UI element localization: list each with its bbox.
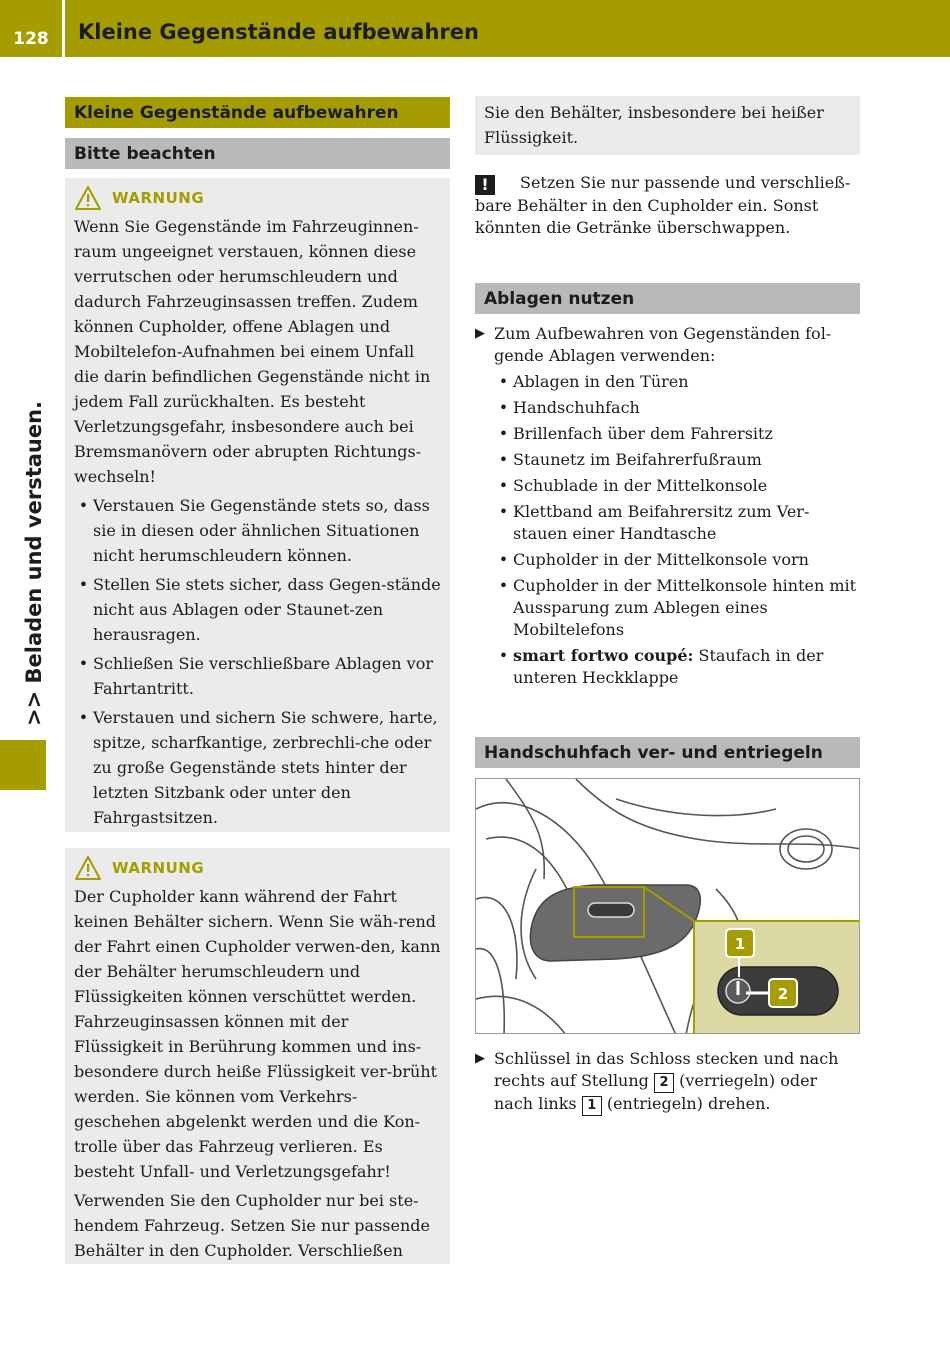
handschuhfach-title: Handschuhfach ver- und entriegeln (475, 737, 860, 768)
header-divider (62, 0, 65, 57)
warning-text-continued: Verwenden Sie den Cupholder nur bei ste-hendem Fahrzeug. Setzen Sie nur passende Behälter in den Cupholder. Verschließen (74, 1191, 430, 1260)
warning-triangle-icon (74, 855, 102, 881)
continued-text: Sie den Behälter, insbesondere bei heißer Flüssigkeit. (475, 96, 860, 155)
subsection-title: Bitte beachten (65, 138, 450, 169)
list-item: • Klettband am Beifahrersitz zum Ver-stauen einer Handtasche (498, 502, 810, 543)
warning-box-2 (65, 848, 450, 1264)
section-title: Kleine Gegenstände aufbewahren (65, 97, 450, 128)
callout-2 (769, 979, 797, 1007)
list-item: • Cupholder in der Mittelkonsole hinten mit Aussparung zum Ablegen eines Mobiltelefons (498, 576, 857, 639)
list-item: • Cupholder in der Mittelkonsole vorn (498, 550, 809, 569)
list-item: • Stellen Sie stets sicher, dass Gegen-stände nicht aus Ablagen oder Staunet-zen herausragen. (78, 575, 441, 644)
warning-heading (74, 184, 441, 212)
step-arrow-icon: ▶ (475, 1051, 485, 1066)
callout-1 (726, 929, 754, 957)
warning-triangle-icon (74, 185, 102, 211)
warning-label: WARNUNG (112, 189, 205, 207)
glovebox-drawing (476, 779, 860, 1034)
position-key-1: 1 (582, 1096, 602, 1116)
warning-text: Der Cupholder kann während der Fahrt keinen Behälter sichern. Wenn Sie wäh-rend der Fahrt einen Cupholder verwen-den, kann der Behälter herumschleudern und Flüssigkeiten können verschüttet werden. Fahrzeuginsassen können mit der Flüssigkeit in Berührung kommen und ins-besondere durch heiße Flüssigkeit ver-brüht werden. Sie können vom Verkehrs-geschehen abgelenkt werden und die Kon-trolle über das Fahrzeug verlieren. Es besteht Unfall- und Verletzungsgefahr! (74, 887, 441, 1181)
list-item: • Schließen Sie verschließbare Ablagen vor Fahrtantritt. (78, 654, 433, 698)
notice-text: Setzen Sie nur passende und verschließ-bare Behälter in den Cupholder ein. Sonst könnten die Getränke überschwappen. (475, 173, 851, 237)
exclamation-icon: ! (475, 175, 495, 195)
instruction-step: ▶ Zum Aufbewahren von Gegenständen fol-gende Ablagen verwenden: (475, 324, 832, 365)
warning-label: WARNUNG (112, 859, 205, 877)
list-item: • smart fortwo coupé: Staufach in der unteren Heckklappe (498, 646, 824, 687)
glovebox-instruction (475, 1048, 860, 1116)
warning-text: Wenn Sie Gegenstände im Fahrzeuginnen-raum ungeeignet verstauen, können diese verrutschen oder herumschleudern und dadurch Fahrzeuginsassen treffen. Zudem können Cupholder, offene Ablagen und Mobiltelefon-Aufnahmen bei einem Unfall die darin befindlichen Gegenstände nicht in jedem Fall zurückhalten. Es besteht Verletzungsgefahr, insbesondere auch bei Bremsmanövern oder abrupten Richtungs-wechseln! (74, 217, 431, 486)
step-arrow-icon: ▶ (475, 326, 485, 341)
list-item: • Verstauen und sichern Sie schwere, harte, spitze, scharfkantige, zerbrechli-che oder zu große Gegenstände stets hinter der letzten Sitzbank oder unter den Fahrgastsitzen. (78, 708, 438, 827)
notice (475, 172, 860, 239)
list-item: • Ablagen in den Türen (498, 372, 689, 391)
page-number: 128 (13, 29, 49, 49)
side-tab-label: >> Beladen und verstauen. (22, 400, 46, 726)
instruction-step: ▶ Schlüssel in das Schloss stecken und nach rechts auf Stellung 2 (verriegeln) oder nach links 1 (entriegeln) drehen. (475, 1048, 860, 1116)
warning-box-1 (65, 178, 450, 832)
svg-text:2: 2 (777, 985, 789, 1003)
ablagen-title: Ablagen nutzen (475, 283, 860, 314)
list-item: • Brillenfach über dem Fahrersitz (498, 424, 773, 443)
ablagen-list (475, 323, 860, 689)
list-item: • Schublade in der Mittelkonsole (498, 476, 768, 495)
glovebox-illustration (475, 778, 860, 1034)
position-key-2: 2 (654, 1073, 674, 1093)
list-item: • Staunetz im Beifahrerfußraum (498, 450, 762, 469)
page-title: Kleine Gegenstände aufbewahren (78, 20, 479, 44)
list-item: • Handschuhfach (498, 398, 640, 417)
side-tab-marker (0, 740, 46, 790)
svg-text:1: 1 (734, 935, 746, 953)
warning-heading (74, 854, 441, 882)
list-item: • Verstauen Sie Gegenstände stets so, dass sie in diesen oder ähnlichen Situationen nicht herumschleudern können. (78, 496, 430, 565)
